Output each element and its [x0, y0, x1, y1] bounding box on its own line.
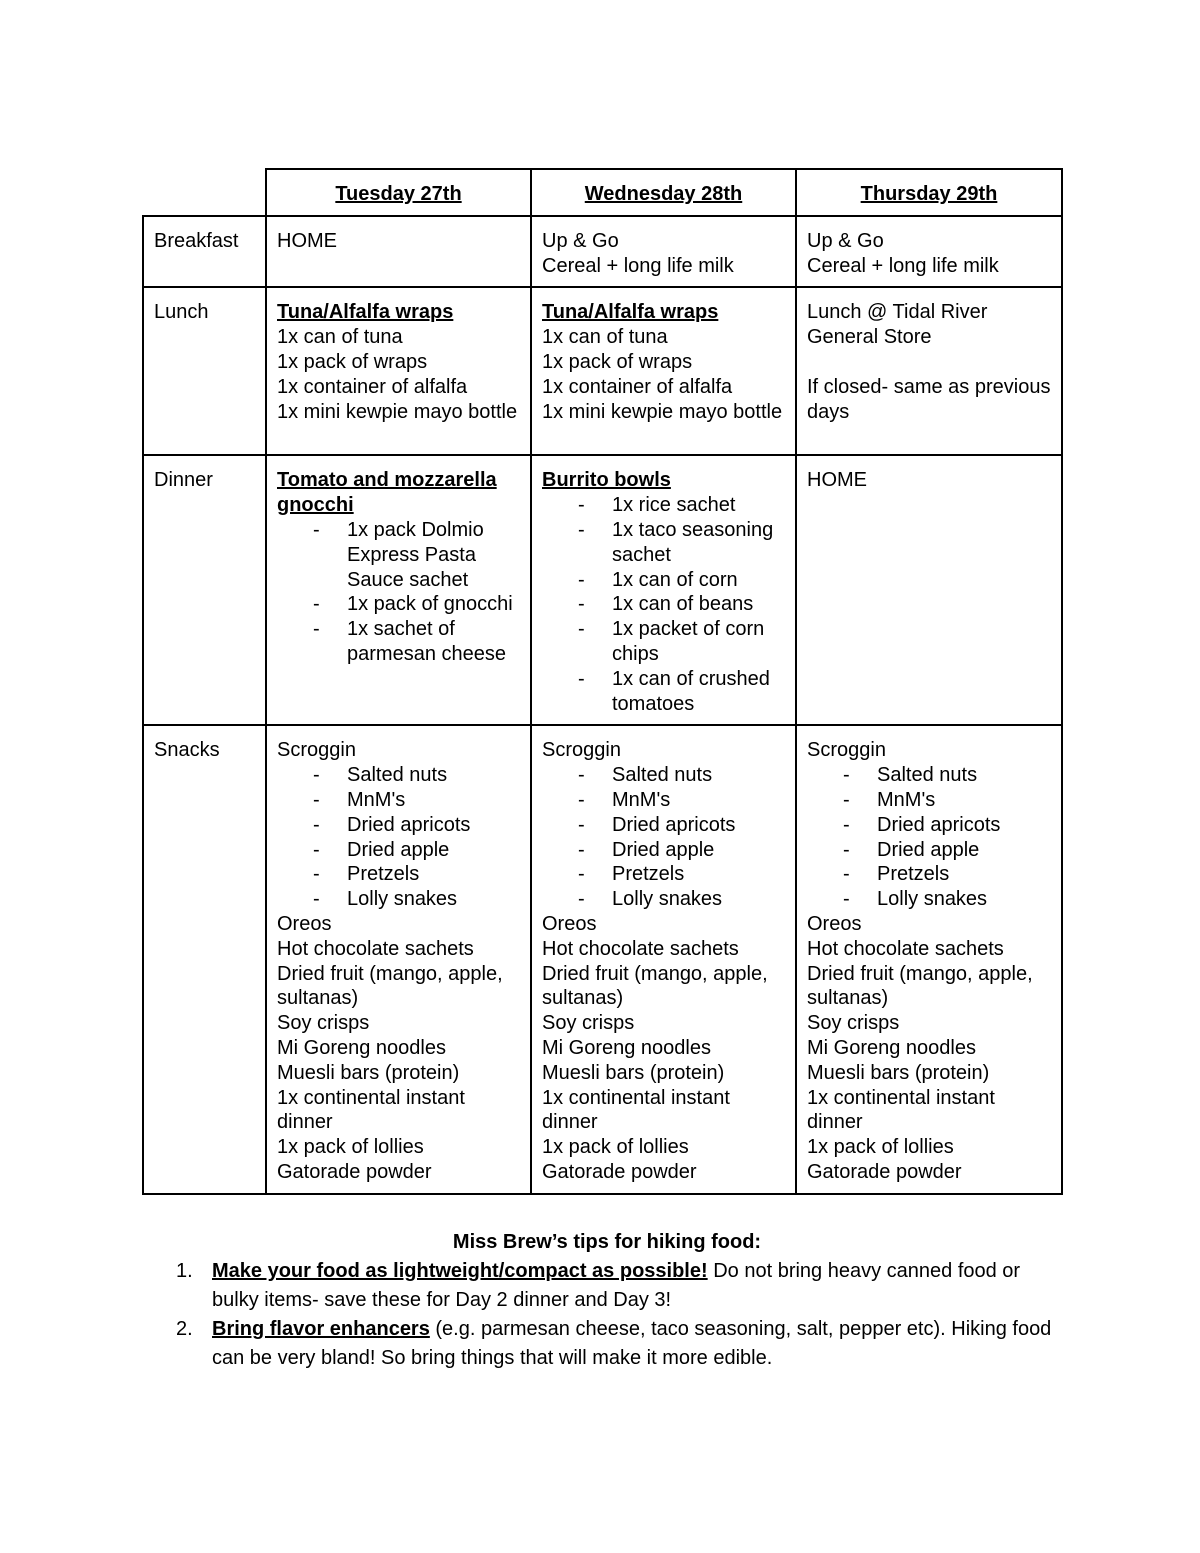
list-item: - Lolly snakes	[277, 887, 520, 912]
lunch-tuesday	[266, 287, 531, 455]
snack-item: Muesli bars (protein)	[807, 1061, 990, 1084]
list-item: - 1x sachet of parmesan cheese	[277, 617, 520, 667]
snack-item: Hot chocolate sachets	[277, 937, 474, 960]
tip-item	[142, 1315, 1072, 1373]
list-item: - 1x can of crushed tomatoes	[542, 667, 785, 717]
scroggin-list	[807, 763, 1051, 912]
breakfast-item: Up & Go	[542, 229, 619, 252]
dinner-row	[143, 455, 1062, 725]
ingredient-item: 1x container of alfalfa	[542, 375, 733, 398]
snack-item: Hot chocolate sachets	[807, 937, 1004, 960]
ingredient-list	[277, 518, 520, 667]
snack-group-title: Scroggin	[277, 739, 356, 762]
list-item: - MnM's	[542, 788, 785, 813]
snack-item: 1x continental instant dinner	[277, 1086, 465, 1134]
day-header-thursday: Thursday 29th	[796, 169, 1062, 216]
snack-item: 1x pack of lollies	[277, 1136, 424, 1159]
dish-title: Tomato and mozzarella gnocchi	[277, 469, 497, 517]
ingredient-item: 1x pack of wraps	[542, 350, 693, 373]
tips-list	[142, 1257, 1072, 1373]
day-header-wednesday: Wednesday 28th	[531, 169, 796, 216]
tip-heading: Bring flavor enhancers	[212, 1318, 430, 1340]
list-item: - Dried apple	[807, 838, 1051, 863]
ingredient-list	[542, 493, 785, 716]
snack-item: Muesli bars (protein)	[277, 1061, 460, 1084]
tips-title: Miss Brew’s tips for hiking food:	[452, 1231, 762, 1253]
lunch-wednesday	[531, 287, 796, 455]
list-item: - Dried apple	[542, 838, 785, 863]
row-label-dinner: Dinner	[143, 455, 266, 725]
breakfast-item: Up & Go	[807, 229, 884, 252]
list-item: - Dried apricots	[542, 813, 785, 838]
tip-number: 1.	[176, 1260, 193, 1282]
snack-item: 1x continental instant dinner	[807, 1086, 995, 1134]
header-row	[143, 169, 1062, 216]
list-item: - Lolly snakes	[807, 887, 1051, 912]
snacks-row	[143, 725, 1062, 1193]
breakfast-thursday	[796, 216, 1062, 288]
tip-text: (e.g. parmesan cheese, taco seasoning, salt, pepper etc). Hiking food can be very bland! So bring things that will make it more edible.	[212, 1318, 1052, 1369]
list-item: - Salted nuts	[277, 763, 520, 788]
dish-title: Tuna/Alfalfa wraps	[277, 301, 454, 324]
breakfast-row	[143, 216, 1062, 288]
ingredient-item: 1x can of tuna	[542, 326, 668, 349]
row-label-breakfast: Breakfast	[143, 216, 266, 288]
snack-item: 1x continental instant dinner	[542, 1086, 730, 1134]
list-item: - 1x pack of gnocchi	[277, 592, 520, 617]
tip-number: 2.	[176, 1318, 193, 1340]
ingredient-item: 1x pack of wraps	[277, 350, 428, 373]
lunch-note: If closed- same as previous days	[807, 375, 1051, 423]
snack-item: Mi Goreng noodles	[807, 1036, 976, 1059]
list-item: - 1x can of corn	[542, 568, 785, 593]
lunch-thursday	[796, 287, 1062, 455]
dinner-tuesday	[266, 455, 531, 725]
list-item: - MnM's	[807, 788, 1051, 813]
ingredient-item: 1x mini kewpie mayo bottle	[277, 400, 518, 423]
snack-item: Hot chocolate sachets	[542, 937, 739, 960]
list-item: - 1x taco seasoning sachet	[542, 518, 785, 568]
snack-item: Dried fruit (mango, apple, sultanas)	[807, 962, 1033, 1010]
list-item: - MnM's	[277, 788, 520, 813]
list-item: - Pretzels	[542, 862, 785, 887]
ingredient-item: 1x mini kewpie mayo bottle	[542, 400, 783, 423]
scroggin-list	[542, 763, 785, 912]
breakfast-item: Cereal + long life milk	[807, 254, 999, 277]
row-label-lunch: Lunch	[143, 287, 266, 455]
breakfast-item: Cereal + long life milk	[542, 254, 734, 277]
snack-item: Mi Goreng noodles	[277, 1036, 446, 1059]
list-item: - Dried apple	[277, 838, 520, 863]
list-item: - 1x packet of corn chips	[542, 617, 785, 667]
snacks-thursday	[796, 725, 1062, 1193]
snack-item: Oreos	[807, 912, 862, 935]
snack-item: Dried fruit (mango, apple, sultanas)	[542, 962, 768, 1010]
snack-item: Dried fruit (mango, apple, sultanas)	[277, 962, 503, 1010]
list-item: - Pretzels	[807, 862, 1051, 887]
list-item: - Dried apricots	[277, 813, 520, 838]
row-label-snacks: Snacks	[143, 725, 266, 1193]
snack-group-title: Scroggin	[542, 739, 621, 762]
snack-item: Mi Goreng noodles	[542, 1036, 711, 1059]
dish-title: Tuna/Alfalfa wraps	[542, 301, 719, 324]
corner-cell	[143, 169, 266, 216]
breakfast-tuesday: HOME	[266, 216, 531, 288]
snacks-tuesday	[266, 725, 531, 1193]
tip-item	[142, 1257, 1072, 1315]
snack-item: Muesli bars (protein)	[542, 1061, 725, 1084]
snack-item: Soy crisps	[542, 1012, 635, 1035]
list-item: - Dried apricots	[807, 813, 1051, 838]
tips-section	[142, 1228, 1072, 1373]
snack-item: Oreos	[542, 912, 597, 935]
lunch-note: Lunch @ Tidal River General Store	[807, 301, 988, 349]
snack-item: Soy crisps	[807, 1012, 900, 1035]
dinner-thursday: HOME	[796, 455, 1062, 725]
dish-title: Burrito bowls	[542, 469, 671, 492]
snacks-wednesday	[531, 725, 796, 1193]
snack-item: Gatorade powder	[542, 1160, 697, 1183]
day-header-tuesday: Tuesday 27th	[266, 169, 531, 216]
snack-item: Soy crisps	[277, 1012, 370, 1035]
lunch-row	[143, 287, 1062, 455]
tip-text: Do not bring heavy canned food or bulky items- save these for Day 2 dinner and Day 3!	[212, 1260, 1021, 1311]
list-item: - 1x rice sachet	[542, 493, 785, 518]
snack-group-title: Scroggin	[807, 739, 886, 762]
breakfast-wednesday	[531, 216, 796, 288]
list-item: - Pretzels	[277, 862, 520, 887]
list-item: - Salted nuts	[807, 763, 1051, 788]
list-item: - Salted nuts	[542, 763, 785, 788]
list-item: - Lolly snakes	[542, 887, 785, 912]
snack-item: Oreos	[277, 912, 332, 935]
snack-item: Gatorade powder	[277, 1160, 432, 1183]
spacer	[807, 350, 1051, 375]
ingredient-item: 1x container of alfalfa	[277, 375, 468, 398]
scroggin-list	[277, 763, 520, 912]
dinner-wednesday	[531, 455, 796, 725]
meal-plan-table	[142, 168, 1063, 1195]
snack-item: 1x pack of lollies	[542, 1136, 689, 1159]
snack-item: Gatorade powder	[807, 1160, 962, 1183]
ingredient-item: 1x can of tuna	[277, 326, 403, 349]
list-item: - 1x pack Dolmio Express Pasta Sauce sachet	[277, 518, 520, 592]
snack-item: 1x pack of lollies	[807, 1136, 954, 1159]
list-item: - 1x can of beans	[542, 592, 785, 617]
tip-heading: Make your food as lightweight/compact as possible!	[212, 1260, 708, 1282]
